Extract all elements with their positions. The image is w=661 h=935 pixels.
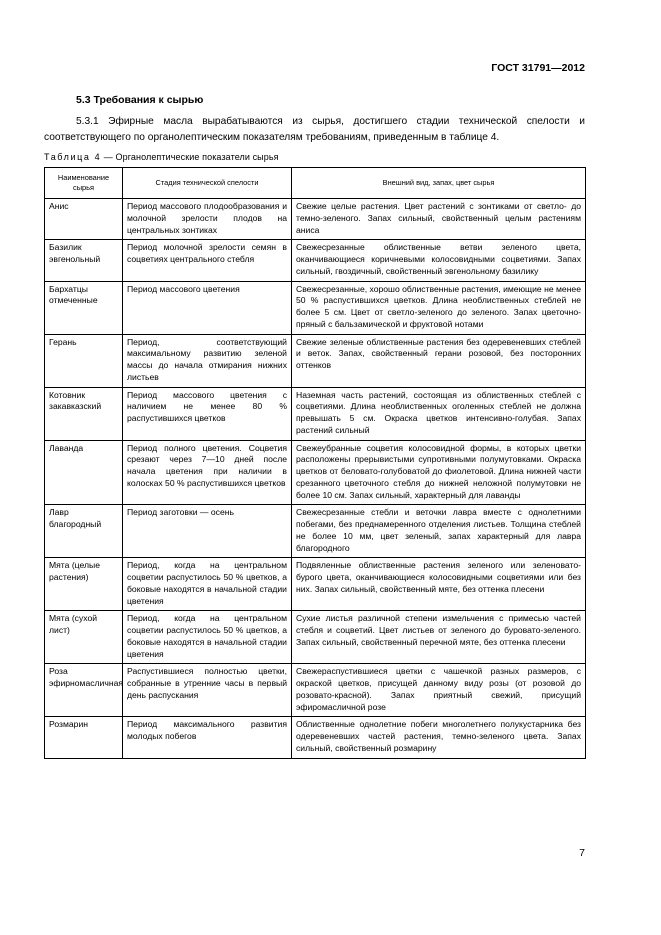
table-row [45, 611, 586, 664]
raw-material-name: Бархатцы отмеченные [45, 281, 123, 334]
appearance-description: Свежие целые растения. Цвет растений с зонтиками от светло- до темно-зеленого. Запах сильный, свойственный целым растениям аниса [292, 199, 586, 240]
header-maturity-stage: Стадия технической спелости [123, 168, 292, 199]
table-row [45, 664, 586, 717]
raw-material-name: Роза эфирномасличная [45, 664, 123, 717]
appearance-description: Подвяленные облиственные растения зеленого или зеленовато-бурого цвета, оканчивающиеся колосовидными соцветиями или без них. Запах сильный, свойственный мяте, без оттенка плесени [292, 558, 586, 611]
page-number: 7 [579, 847, 585, 859]
raw-material-name: Розмарин [45, 717, 123, 758]
raw-material-name: Лаванда [45, 440, 123, 505]
appearance-description: Свежесрезанные облиственные ветви зеленого цвета, оканчивающиеся коричневыми колосовидными соцветиями. Запах сильный, гвоздичный, свойственный эвгенольному базилику [292, 240, 586, 281]
maturity-stage: Период массового цветения с наличием не менее 80 % распустившихся цветков [123, 387, 292, 440]
organoleptic-table [44, 167, 586, 759]
raw-material-name: Котовник закавказский [45, 387, 123, 440]
raw-material-name: Анис [45, 199, 123, 240]
table-caption-text: — Органолептические показатели сырья [101, 152, 279, 162]
table-row [45, 440, 586, 505]
maturity-stage: Период полного цветения. Соцветия срезают через 7—10 дней после начала цветения при наличии в колосках 50 % распустившихся цветков [123, 440, 292, 505]
table-caption [44, 152, 279, 162]
appearance-description: Свежесрезанные, хорошо облиственные растения, имеющие не менее 50 % распустившихся цветков. Длина необлиственных стеблей не более 5 см. Цвет от светло-зеленого до зеленого. Запах цветочно-пряный с бальзамической и фруктовой нотами [292, 281, 586, 334]
table-row [45, 281, 586, 334]
maturity-stage: Период массового плодообразования и молочной зрелости плодов на центральных зонтиках [123, 199, 292, 240]
raw-material-name: Герань [45, 334, 123, 387]
section-title: 5.3 Требования к сырью [76, 94, 204, 106]
appearance-description: Свежераспустившиеся цветки с чашечкой разных размеров, с окраской цветков, присущей данному виду розы (от розовой до розовато-красной). Запах приятный свежий, присущий эфиромасличной розе [292, 664, 586, 717]
table-row [45, 505, 586, 558]
document-code: ГОСТ 31791—2012 [491, 62, 585, 74]
table-row [45, 717, 586, 758]
appearance-description: Свежие зеленые облиственные растения без одеревеневших стеблей и веток. Запах, свойственный герани розовой, без посторонних оттенков [292, 334, 586, 387]
maturity-stage: Период заготовки — осень [123, 505, 292, 558]
header-appearance: Внешний вид, запах, цвет сырья [292, 168, 586, 199]
table-row [45, 334, 586, 387]
maturity-stage: Период максимального развития молодых побегов [123, 717, 292, 758]
appearance-description: Свежесрезанные стебли и веточки лавра вместе с однолетними побегами, без преднамеренного отделения листьев. Толщина стеблей не более 10 мм, цвет зеленый, запах характерный для лавра благородного [292, 505, 586, 558]
table-row [45, 240, 586, 281]
maturity-stage: Период молочной зрелости семян в соцветиях центрального стебля [123, 240, 292, 281]
table-caption-label: Таблица 4 [44, 152, 102, 162]
raw-material-name: Базилик эвгенольный [45, 240, 123, 281]
maturity-stage: Период, когда на центральном соцветии распустилось 50 % цветков, а боковые находятся в начальной стадии цветения [123, 611, 292, 664]
maturity-stage: Период, соответствующий максимальному развитию зеленой массы до начала отмирания нижних листьев [123, 334, 292, 387]
raw-material-name: Мята (сухой лист) [45, 611, 123, 664]
appearance-description: Облиственные однолетние побеги многолетнего полукустарника без одеревеневших частей растения, темно-зеленого цвета. Запах сильный, свойственный розмарину [292, 717, 586, 758]
maturity-stage: Период массового цветения [123, 281, 292, 334]
header-raw-material: Наименование сырья [45, 168, 123, 199]
table-header-row [45, 168, 586, 199]
appearance-description: Сухие листья различной степени измельчения с примесью частей стебля и соцветий. Цвет листьев от зеленого до буровато-зеленого. Запах сильный, свойственный перечной мяте, без оттенка плесени [292, 611, 586, 664]
maturity-stage: Период, когда на центральном соцветии распустилось 50 % цветков, а боковые находятся в начальной стадии цветения [123, 558, 292, 611]
appearance-description: Свежеубранные соцветия колосовидной формы, в которых цветки расположены прерывистыми супротивными полумутовками. Окраска цветков от беловато-голубоватой до фиолетовой. Длина нижней части срезанного цветочного стебля до нижней неложной полумутовки не более 10 см. Запах сильный, характерный для лаванды [292, 440, 586, 505]
table-row [45, 387, 586, 440]
table-row [45, 558, 586, 611]
table-row [45, 199, 586, 240]
section-paragraph: 5.3.1 Эфирные масла вырабатываются из сырья, достигшего стадии технической спелости и соответствующего по органолептическим показателям требованиям, приведенным в таблице 4. [44, 116, 585, 143]
maturity-stage: Распустившиеся полностью цветки, собранные в утренние часы в первый день распускания [123, 664, 292, 717]
raw-material-name: Мята (целые растения) [45, 558, 123, 611]
appearance-description: Наземная часть растений, состоящая из облиственных стеблей с соцветиями. Длина необлиственных оголенных стеблей не должна превышать 5 см. Окраска цветков интенсивно-голубая. Запах растений сильный [292, 387, 586, 440]
raw-material-name: Лавр благородный [45, 505, 123, 558]
